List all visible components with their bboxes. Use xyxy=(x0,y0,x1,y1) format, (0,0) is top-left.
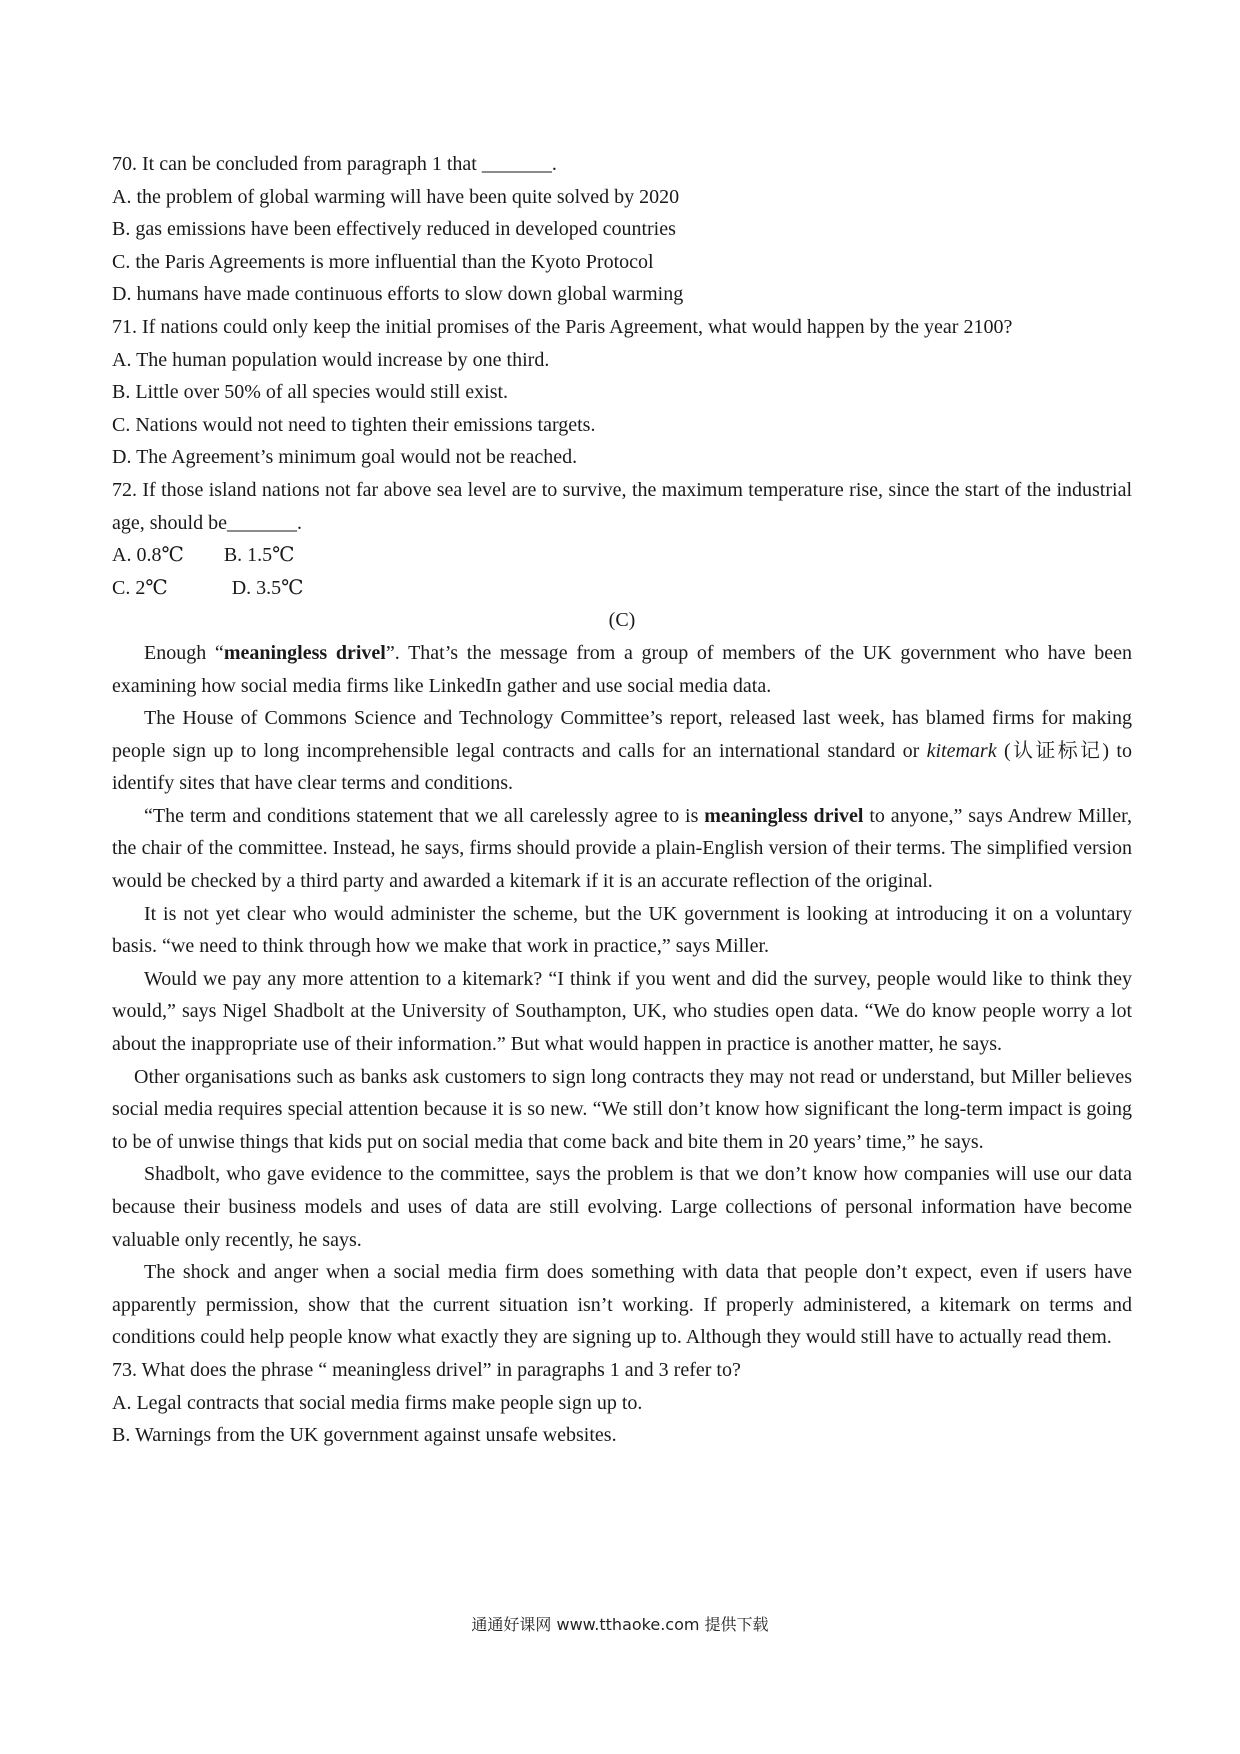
option-d: D. The Agreement’s minimum goal would not be reached. xyxy=(112,446,578,469)
paragraph-6: Other organisations such as banks ask customers to sign long contracts they may not read or understand, but Miller believes social media requires special attention because it is so new. “We still don’t know how significant the long-term impact is going to be of unwise things that kids put on social media that come back and bite them in 20 years’ time,” he says. xyxy=(112,1065,1132,1153)
paragraph-8: The shock and anger when a social media firm does something with data that people don’t expect, even if users have apparently permission, show that the current situation isn’t working. If properly administered, a kitemark on terms and conditions could help people know what exactly they are signing up to. Although they would still have to actually read them. xyxy=(112,1261,1132,1349)
question-stem: 73. What does the phrase “ meaningless drivel” in paragraphs 1 and 3 refer to? xyxy=(112,1358,741,1381)
question-72 xyxy=(112,474,1132,604)
option-d: D. humans have made continuous efforts to slow down global warming xyxy=(112,283,684,306)
question-71 xyxy=(112,311,1132,474)
text-run: (认证标记) to identify sites that have clear terms and conditions. xyxy=(112,739,1132,795)
question-70 xyxy=(112,148,1132,311)
exam-page xyxy=(112,148,1132,1452)
bold-phrase: meaningless drivel xyxy=(704,804,864,827)
option-b: B. Warnings from the UK government against unsafe websites. xyxy=(112,1424,617,1447)
question-stem: 71. If nations could only keep the initial promises of the Paris Agreement, what would happen by the year 2100? xyxy=(112,315,1013,338)
option-b: B. gas emissions have been effectively reduced in developed countries xyxy=(112,218,676,241)
option-a: A. Legal contracts that social media firms make people sign up to. xyxy=(112,1391,643,1414)
paragraph-7: Shadbolt, who gave evidence to the committee, says the problem is that we don’t know how companies will use our data because their business models and uses of data are still evolving. Large collections of personal information have become valuable only recently, he says. xyxy=(112,1163,1132,1251)
text-run: Enough “ xyxy=(144,641,224,664)
option-b: B. Little over 50% of all species would still exist. xyxy=(112,381,509,404)
option-b: B. 1.5℃ xyxy=(223,544,295,567)
text-run: “The term and conditions statement that we all carelessly agree to is xyxy=(144,804,705,827)
reading-passage xyxy=(112,637,1132,1354)
question-stem: 72. If those island nations not far above sea level are to survive, the maximum temperature rise, since the start of the industrial age, should be_______. xyxy=(112,478,1132,534)
option-c: C. the Paris Agreements is more influential than the Kyoto Protocol xyxy=(112,250,654,273)
option-a: A. the problem of global warming will have been quite solved by 2020 xyxy=(112,185,680,208)
option-a: A. 0.8℃ xyxy=(112,544,184,567)
paragraph-4: It is not yet clear who would administer the scheme, but the UK government is looking at introducing it on a voluntary basis. “we need to think through how we make that work in practice,” says Miller. xyxy=(112,902,1132,958)
section-title: (C) xyxy=(608,609,636,632)
text-run: ”. That’s the message from a group of members of the UK government who have been examining how social media firms like LinkedIn gather and use social media data. xyxy=(112,641,1132,697)
bold-phrase: meaningless drivel xyxy=(223,641,386,664)
text-run: The House of Commons Science and Technology Committee’s report, released last week, has blamed firms for making people sign up to long incomprehensible legal contracts and calls for an international standard or xyxy=(112,707,1132,762)
options-row-1 xyxy=(112,539,1132,572)
paragraph-1 xyxy=(112,637,1132,702)
option-a: A. The human population would increase by one third. xyxy=(112,348,550,371)
paragraph-2 xyxy=(112,702,1132,800)
option-c: C. Nations would not need to tighten their emissions targets. xyxy=(112,413,596,436)
page-footer: 通通好课网 www.tthaoke.com 提供下载 xyxy=(471,1615,769,1634)
option-d: D. 3.5℃ xyxy=(231,576,304,599)
options-row-2 xyxy=(112,572,1132,605)
text-run: to anyone,” says Andrew Miller, the chair of the committee. Instead, he says, firms should provide a plain-English version of their terms. The simplified version would be checked by a third party and awarded a kitemark if it is an accurate reflection of the original. xyxy=(112,804,1132,893)
option-c: C. 2℃ xyxy=(112,576,168,599)
question-stem: 70. It can be concluded from paragraph 1 that _______. xyxy=(112,153,557,175)
italic-term: kitemark xyxy=(926,739,997,762)
paragraph-3 xyxy=(112,800,1132,898)
paragraph-5: Would we pay any more attention to a kitemark? “I think if you went and did the survey, people would like to think they would,” says Nigel Shadbolt at the University of Southampton, UK, who studies open data. “We do know people worry a lot about the inappropriate use of their information.” But what would happen in practice is another matter, he says. xyxy=(112,967,1132,1056)
question-73 xyxy=(112,1354,1132,1452)
